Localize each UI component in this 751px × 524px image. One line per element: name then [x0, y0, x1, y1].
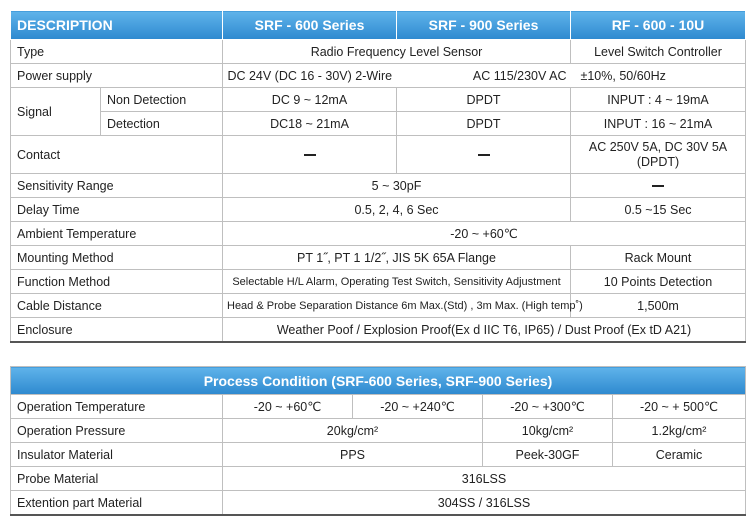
- row-insulator: [11, 443, 746, 467]
- delay-label: Delay Time: [11, 198, 223, 222]
- process-table: [10, 366, 746, 516]
- cable-label: Cable Distance: [11, 294, 223, 318]
- op-pressure-2: 10kg/cm²: [483, 419, 613, 443]
- detection-srf900: DPDT: [397, 112, 571, 136]
- row-signal-detection: [11, 112, 746, 136]
- contact-srf600: [223, 136, 397, 174]
- op-pressure-3: 1.2kg/cm²: [613, 419, 746, 443]
- contact-srf900: [397, 136, 571, 174]
- op-temp-4: -20 ~ + 500℃: [613, 395, 746, 419]
- cable-rf: 1,500m: [571, 294, 746, 318]
- row-ambient: [11, 222, 746, 246]
- non-detection-label: Non Detection: [101, 88, 223, 112]
- row-operation-temperature: [11, 395, 746, 419]
- row-type: [11, 40, 746, 64]
- header-description: DESCRIPTION: [11, 11, 223, 40]
- power-label: Power supply: [11, 64, 223, 88]
- enclosure-value: Weather Poof / Explosion Proof(Ex d IIC T6, IP65) / Dust Proof (Ex tD A21): [223, 318, 746, 343]
- contact-rf-line1: AC 250V 5A, DC 30V 5A: [588, 139, 728, 154]
- function-label: Function Method: [11, 270, 223, 294]
- detection-rf: INPUT : 16 ~ 21mA: [571, 112, 746, 136]
- header-rf600: RF - 600 - 10U: [571, 11, 746, 40]
- header-srf600: SRF - 600 Series: [223, 11, 397, 40]
- contact-label: Contact: [11, 136, 223, 174]
- mounting-srf: PT 1˝, PT 1 1/2˝, JIS 5K 65A Flange: [223, 246, 571, 270]
- op-pressure-1: 20kg/cm²: [223, 419, 483, 443]
- row-delay: [11, 198, 746, 222]
- header-srf900: SRF - 900 Series: [397, 11, 571, 40]
- probe-value: 316LSS: [223, 467, 746, 491]
- dash-icon: [304, 154, 316, 156]
- process-title: Process Condition (SRF-600 Series, SRF-900 Series): [11, 367, 746, 395]
- sensitivity-label: Sensitivity Range: [11, 174, 223, 198]
- mounting-label: Mounting Method: [11, 246, 223, 270]
- detection-srf600: DC18 ~ 21mA: [223, 112, 397, 136]
- insulator-2: Peek-30GF: [483, 443, 613, 467]
- delay-srf: 0.5, 2, 4, 6 Sec: [223, 198, 571, 222]
- row-mounting: [11, 246, 746, 270]
- row-function: [11, 270, 746, 294]
- row-enclosure: [11, 318, 746, 343]
- op-temp-3: -20 ~ +300℃: [483, 395, 613, 419]
- insulator-1: PPS: [223, 443, 483, 467]
- row-sensitivity: [11, 174, 746, 198]
- sensitivity-srf: 5 ~ 30pF: [223, 174, 571, 198]
- dash-icon: [652, 185, 664, 187]
- row-signal-non-detection: [11, 88, 746, 112]
- non-detection-rf: INPUT : 4 ~ 19mA: [571, 88, 746, 112]
- power-srf600: DC 24V (DC 16 - 30V) 2-Wire: [223, 64, 397, 88]
- process-header-row: [11, 367, 746, 395]
- row-power: [11, 64, 746, 88]
- power-rf: ±10%, 50/60Hz: [571, 64, 746, 88]
- dash-icon: [478, 154, 490, 156]
- row-cable: [11, 294, 746, 318]
- detection-label: Detection: [101, 112, 223, 136]
- contact-rf-line2: (DPDT): [636, 154, 680, 169]
- mounting-rf: Rack Mount: [571, 246, 746, 270]
- enclosure-label: Enclosure: [11, 318, 223, 343]
- contact-rf: [571, 136, 746, 174]
- non-detection-srf900: DPDT: [397, 88, 571, 112]
- ambient-label: Ambient Temperature: [11, 222, 223, 246]
- cable-srf: Head & Probe Separation Distance 6m Max.(Std) , 3m Max. (High temp˚): [223, 294, 571, 318]
- type-rf: Level Switch Controller: [571, 40, 746, 64]
- sensitivity-rf: [571, 174, 746, 198]
- row-operation-pressure: [11, 419, 746, 443]
- op-pressure-label: Operation Pressure: [11, 419, 223, 443]
- op-temp-2: -20 ~ +240℃: [353, 395, 483, 419]
- power-srf900: AC 115/230V AC: [397, 64, 571, 88]
- row-contact: [11, 136, 746, 174]
- type-srf: Radio Frequency Level Sensor: [223, 40, 571, 64]
- extention-label: Extention part Material: [11, 491, 223, 516]
- function-rf: 10 Points Detection: [571, 270, 746, 294]
- ambient-value: -20 ~ +60℃: [223, 222, 746, 246]
- delay-rf: 0.5 ~15 Sec: [571, 198, 746, 222]
- spec-table: [10, 10, 746, 343]
- insulator-label: Insulator Material: [11, 443, 223, 467]
- op-temp-1: -20 ~ +60℃: [223, 395, 353, 419]
- extention-value: 304SS / 316LSS: [223, 491, 746, 516]
- insulator-3: Ceramic: [613, 443, 746, 467]
- non-detection-srf600: DC 9 ~ 12mA: [223, 88, 397, 112]
- probe-label: Probe Material: [11, 467, 223, 491]
- function-srf: Selectable H/L Alarm, Operating Test Switch, Sensitivity Adjustment: [223, 270, 571, 294]
- type-label: Type: [11, 40, 223, 64]
- signal-label: Signal: [11, 88, 101, 136]
- row-probe: [11, 467, 746, 491]
- row-extention: [11, 491, 746, 516]
- op-temp-label: Operation Temperature: [11, 395, 223, 419]
- spec-header-row: [11, 11, 746, 40]
